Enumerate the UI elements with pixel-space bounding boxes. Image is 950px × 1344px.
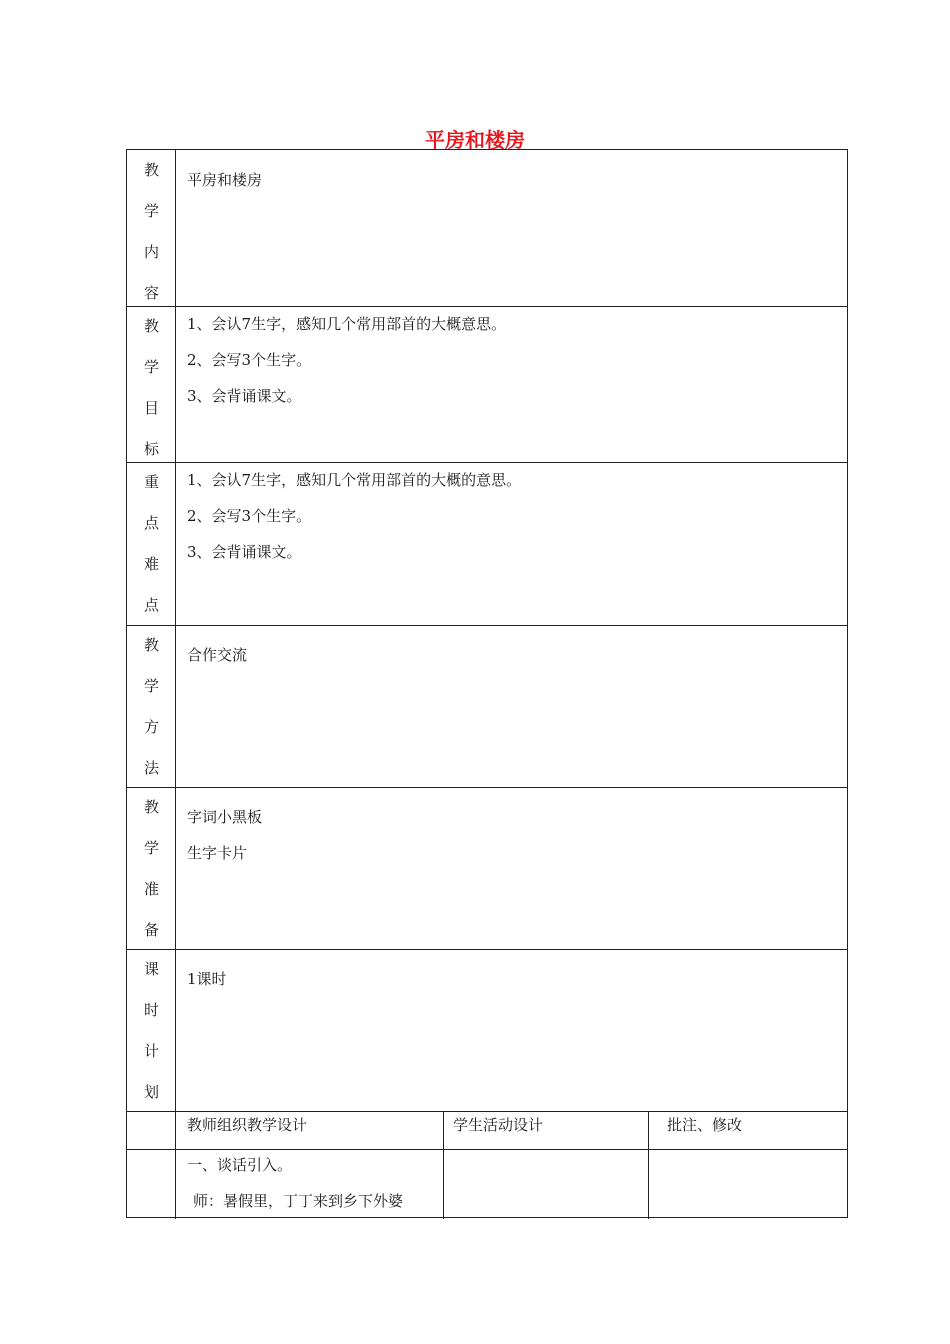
header-notes: 批注、修改 xyxy=(667,1116,743,1134)
page-title: 平房和楼房 xyxy=(425,128,525,152)
header-student-activity: 学生活动设计 xyxy=(453,1116,544,1134)
design-line-teacher: 师：暑假里，丁丁来到乡下外婆 xyxy=(193,1192,404,1210)
row-divider xyxy=(127,1111,847,1112)
row-label-key-points: 重 点 难 点 xyxy=(143,473,159,614)
column-divider xyxy=(648,1111,649,1219)
column-divider xyxy=(443,1111,444,1219)
design-line-intro: 一、谈话引入。 xyxy=(187,1156,293,1174)
row-label-content: 教 学 内 容 xyxy=(143,161,159,302)
row-label-preparation: 教 学 准 备 xyxy=(143,798,159,939)
row-divider xyxy=(127,1149,847,1150)
row-label-schedule: 课 时 计 划 xyxy=(143,960,159,1101)
teaching-method: 合作交流 xyxy=(187,646,248,664)
row-divider xyxy=(127,787,847,788)
class-schedule: 1课时 xyxy=(187,970,227,988)
row-label-method: 教 学 方 法 xyxy=(143,636,159,777)
key-difficult-points: 1、会认7生字，感知几个常用部首的大概的意思。 2、会写3个生字。 3、会背诵课文。 xyxy=(187,471,522,561)
row-label-objectives: 教 学 目 标 xyxy=(143,317,159,458)
row-divider xyxy=(127,949,847,950)
header-teacher-design: 教师组织教学设计 xyxy=(187,1116,308,1134)
row-divider xyxy=(127,625,847,626)
teaching-preparation: 字词小黑板 生字卡片 xyxy=(187,808,263,862)
teaching-objectives: 1、会认7生字，感知几个常用部首的大概意思。 2、会写3个生字。 3、会背诵课文。 xyxy=(187,315,507,405)
teaching-content: 平房和楼房 xyxy=(187,171,263,189)
lesson-plan-table xyxy=(126,149,848,1218)
